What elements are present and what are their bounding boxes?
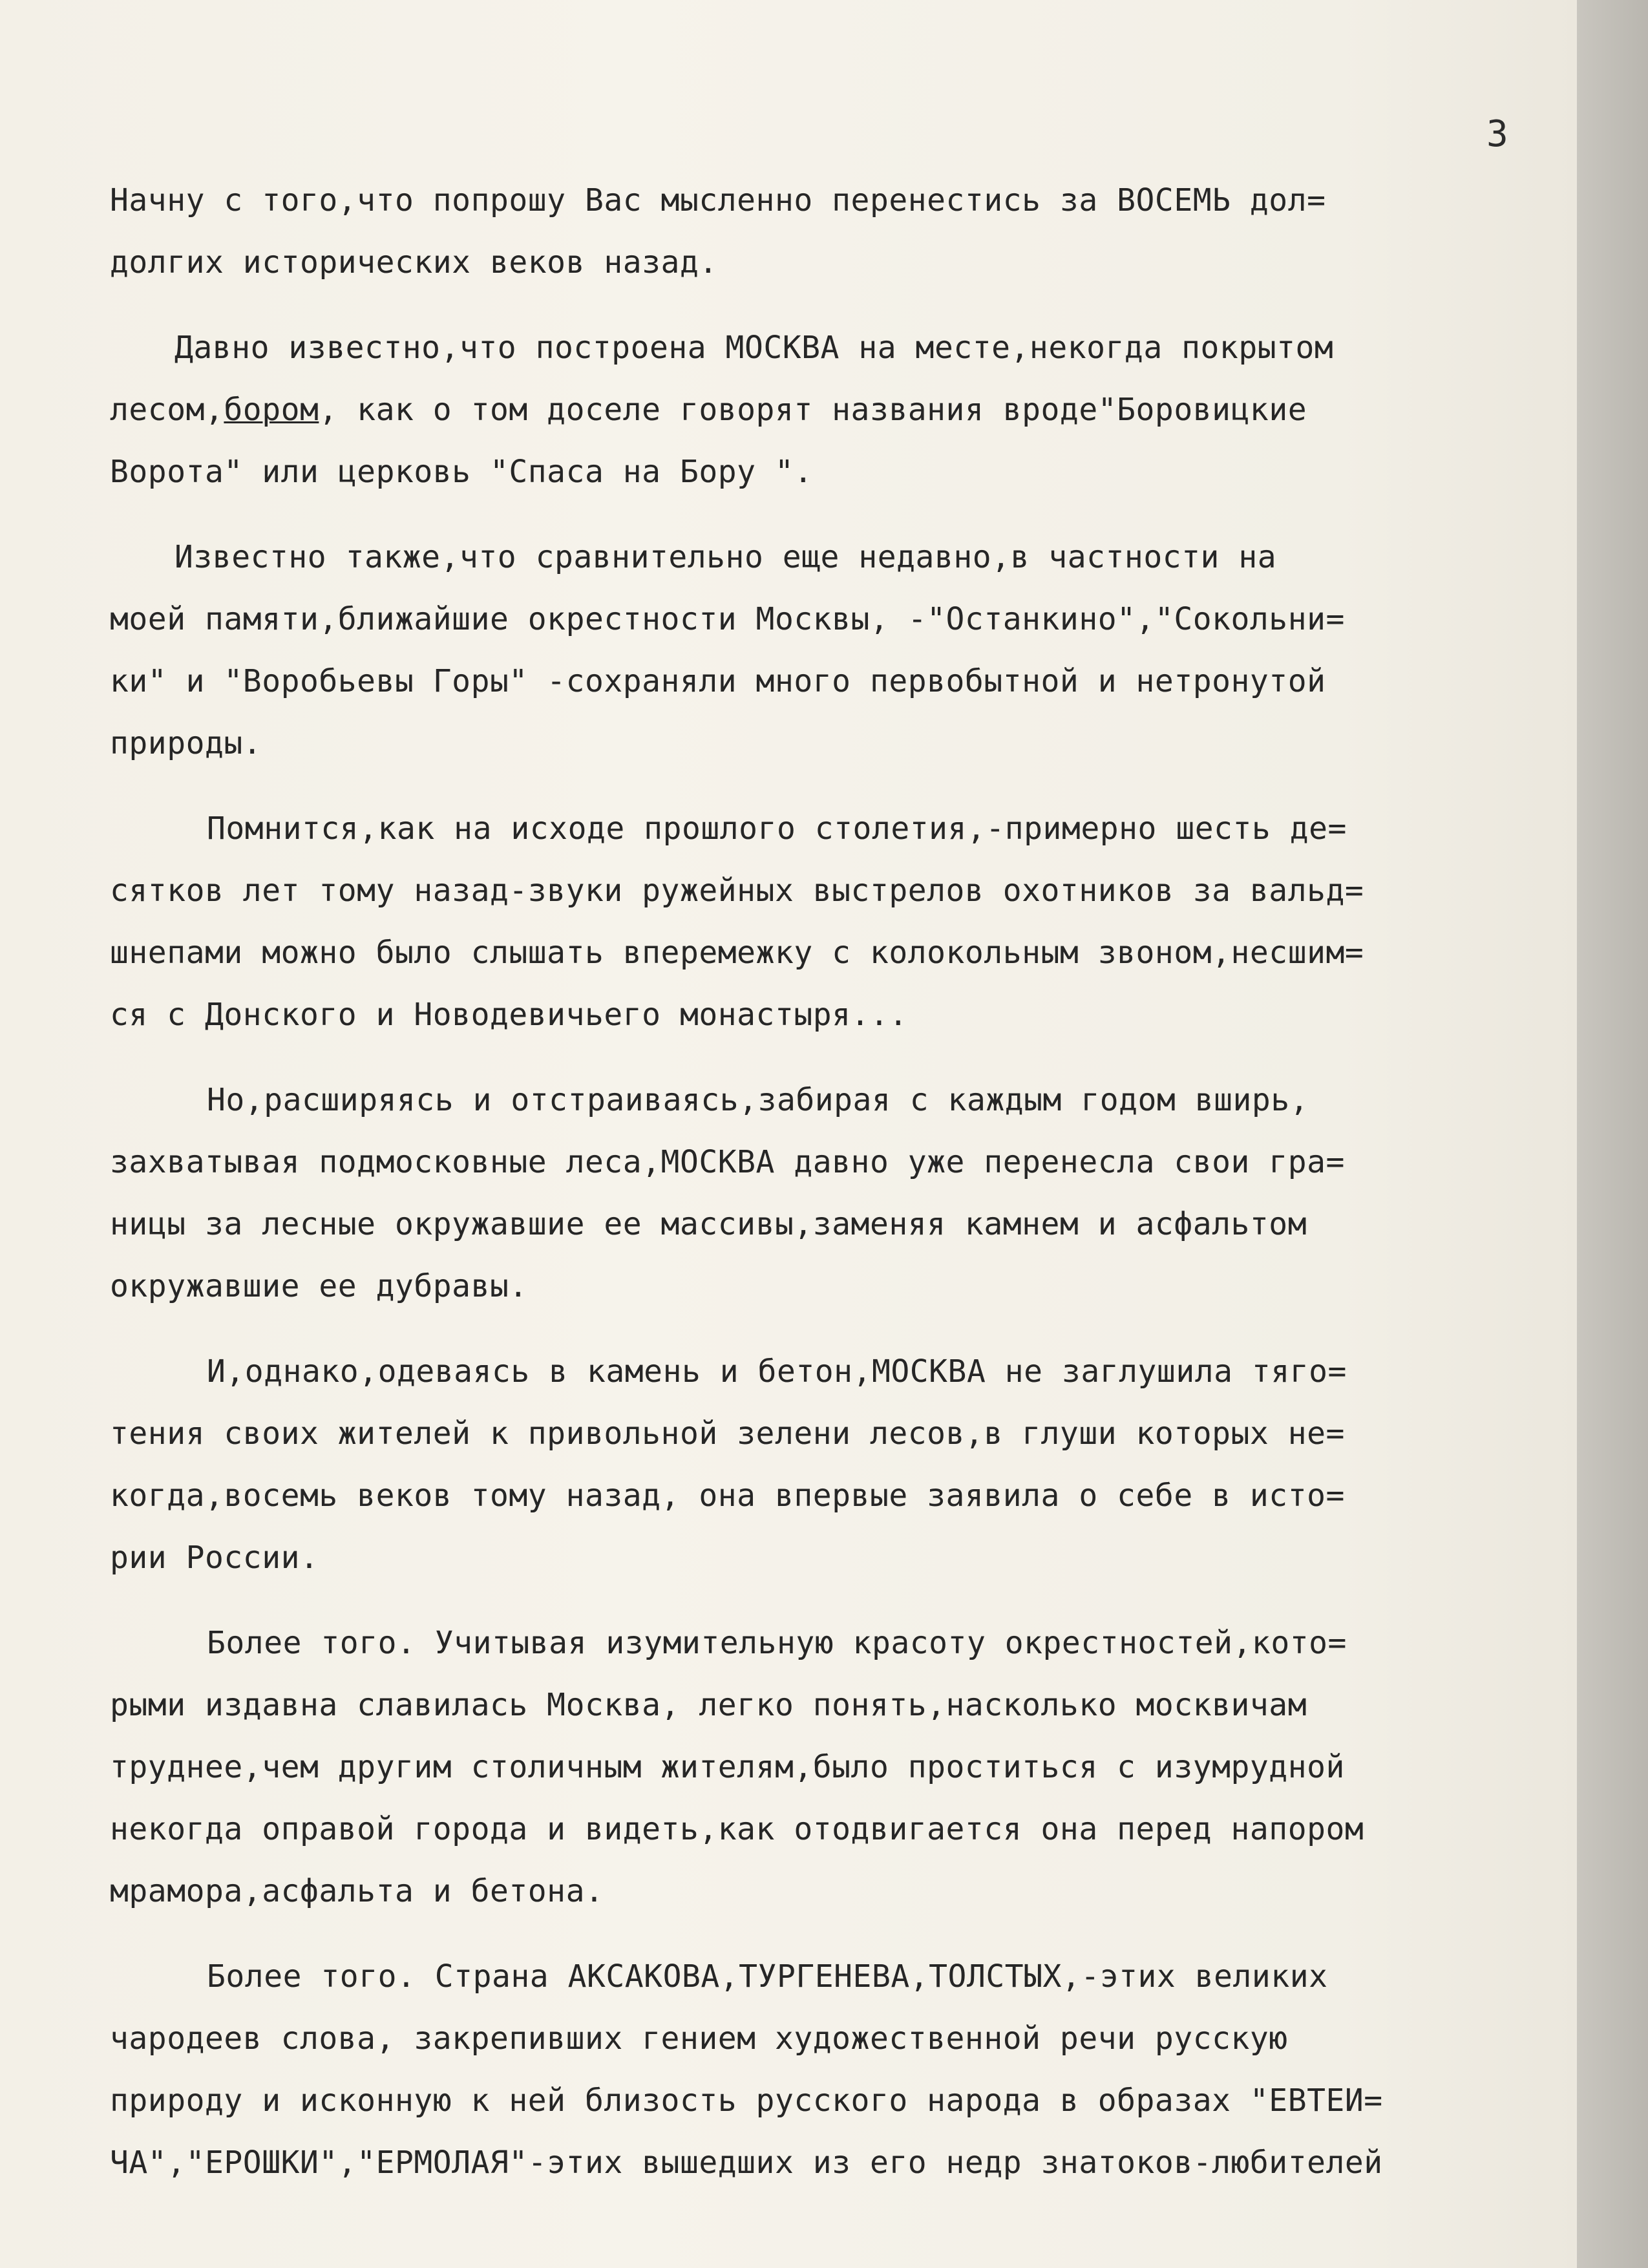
text-line: тения своих жителей к привольной зелени лесов,в глуши которых не= [110,1415,1345,1452]
text-line: Помнится,как на исходе прошлого столетия,-примерно шесть де= [207,811,1347,847]
text-line: И,однако,одеваясь в камень и бетон,МОСКВА не заглушила тяго= [207,1353,1347,1390]
paragraph-4 [110,798,1570,1046]
text-line: Более того. Учитывая изумительную красоту окрестностей,кото= [207,1625,1347,1661]
text-line: Известно также,что сравнительно еще недавно,в частности на [174,539,1277,575]
text-line: мрамора,асфальта и бетона. [110,1873,604,1909]
text-line: природу и исконную к ней близость русского народа в образах "ЕВТЕИ= [110,2083,1383,2119]
typewritten-text [110,169,1570,2217]
paragraph-8 [110,1945,1570,2194]
text-line: труднее,чем другим столичным жителям,было проститься с изумрудной [110,1749,1345,1785]
paragraph-3 [110,526,1570,774]
text-fragment: , как о том доселе говорят названия вроде"Боровицкие [319,392,1307,428]
text-line: ки" и "Воробьевы Горы" -сохраняли много первобытной и нетронутой [110,663,1326,699]
paragraph-5 [110,1069,1570,1317]
text-line: шнепами можно было слышать вперемежку с колокольным звоном,несшим= [110,935,1364,971]
scan-background-edge [1577,0,1648,2268]
text-line: захватывая подмосковные леса,МОСКВА давно уже перенесла свои гра= [110,1144,1345,1180]
paragraph-7 [110,1612,1570,1922]
underlined-word: бором [224,392,319,428]
text-line: моей памяти,ближайшие окрестности Москвы, -"Останкино","Сокольни= [110,601,1345,637]
text-fragment: лесом, [110,392,224,428]
text-line: чародеев слова, закрепивших гением художественной речи русскую [110,2020,1288,2057]
text-line: Но,расширяясь и отстраиваясь,забирая с каждым годом вширь, [207,1082,1309,1118]
text-line: Давно известно,что построена МОСКВА на месте,некогда покрытом [174,330,1334,366]
text-line: рии России. [110,1540,319,1576]
page-number: 3 [1486,113,1508,155]
text-line: окружавшие ее дубравы. [110,1268,528,1304]
text-line: когда,восемь веков тому назад, она впервые заявила о себе в исто= [110,1478,1345,1514]
text-line: ся с Донского и Новодевичьего монастыря... [110,997,908,1033]
text-line: сятков лет тому назад-звуки ружейных выстрелов охотников за вальд= [110,873,1364,909]
text-line: рыми издавна славилась Москва, легко понять,насколько москвичам [110,1687,1307,1723]
text-line: Более того. Страна АКСАКОВА,ТУРГЕНЕВА,ТОЛСТЫХ,-этих великих [207,1958,1328,1995]
text-line-with-underline [110,379,1570,441]
text-line: долгих исторических веков назад. [110,244,718,281]
paragraph-6 [110,1341,1570,1589]
text-line: некогда оправой города и видеть,как отодвигается она перед напором [110,1811,1364,1847]
text-line: ницы за лесные окружавшие ее массивы,заменяя камнем и асфальтом [110,1206,1307,1242]
paragraph-2 [110,317,1570,503]
text-line: ЧА","ЕРОШКИ","ЕРМОЛАЯ"-этих вышедших из его недр знатоков-любителей [110,2145,1383,2181]
text-line: Начну с того,что попрошу Вас мысленно перенестись за ВОСЕМЬ дол= [110,182,1326,218]
text-line: природы. [110,725,262,761]
text-line: Ворота" или церковь "Спаса на Бору ". [110,454,813,490]
paragraph-1 [110,169,1570,293]
